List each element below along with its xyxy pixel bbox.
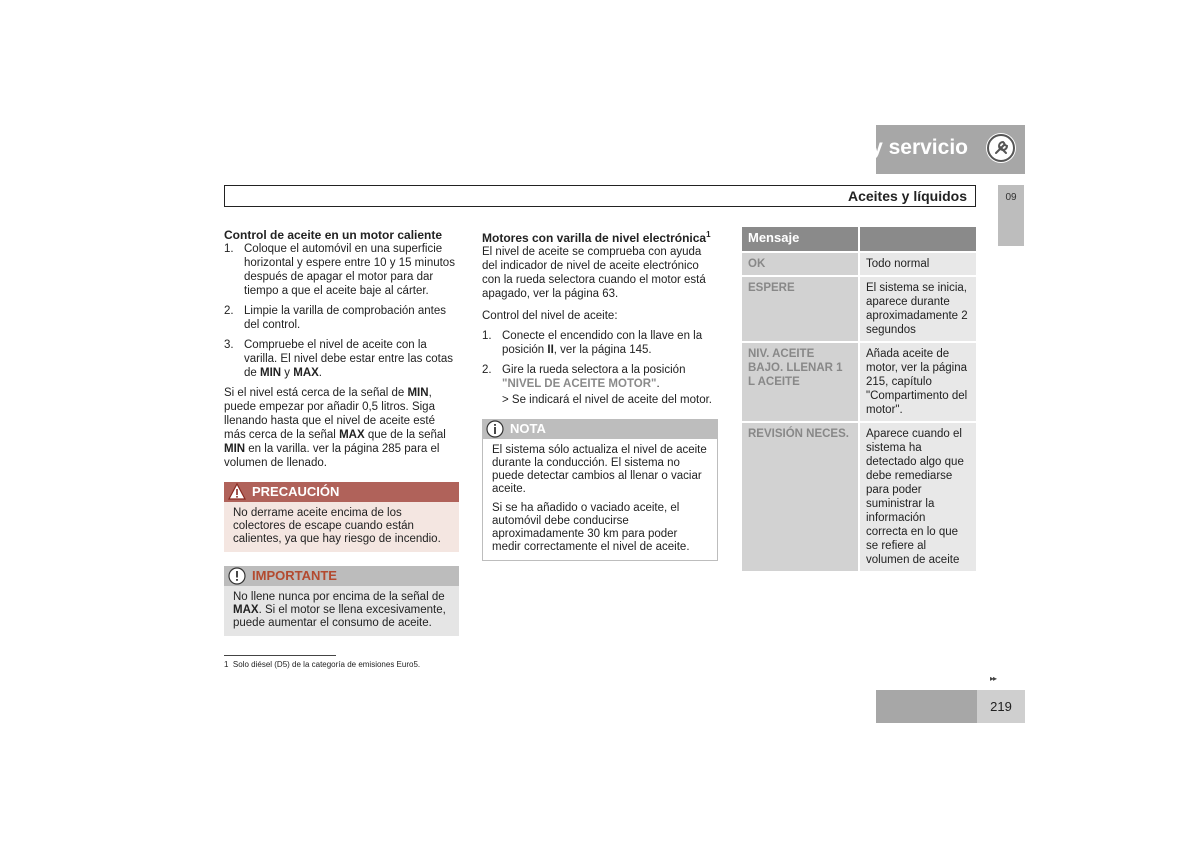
- message-table: [740, 225, 978, 573]
- step-text: Coloque el automóvil en una superficie horizontal y espere entre 10 y 15 minutos después de apagar el motor para dar tiempo a que el aceite baje al cárter.: [244, 243, 455, 297]
- max-mark: MAX: [293, 367, 319, 379]
- warning-title: PRECAUCIÓN: [252, 484, 340, 499]
- table-row: [742, 423, 976, 571]
- col1-paragraph: [224, 386, 459, 470]
- text: , puede empezar por añadir 0,5 litros. Siga llenando hasta que el nivel de aceite esté más cerca de la señal: [224, 387, 435, 441]
- step-text: Compruebe el nivel de aceite con la varilla. El nivel debe estar entre las cotas de: [244, 339, 454, 379]
- step-number: 2.: [482, 364, 492, 376]
- step-text: Limpie la varilla de comprobación antes del control.: [244, 305, 446, 331]
- min-mark: MIN: [224, 443, 246, 455]
- important-text: [224, 586, 459, 636]
- footnote-text: Solo diésel (D5) de la categoría de emisiones Euro5.: [232, 660, 421, 669]
- column-header-description: [860, 227, 976, 251]
- text: . Si el motor se llena excesivamente, puede aumentar el consumo de aceite.: [233, 604, 446, 629]
- step-text: .: [656, 378, 660, 390]
- list-item: [482, 363, 718, 391]
- step-text: , ver la página 145.: [553, 344, 652, 356]
- warning-header: [224, 482, 459, 502]
- message-cell: ESPERE: [742, 277, 858, 341]
- list-item: [224, 304, 459, 332]
- step-text: Gire la rueda selectora a la posición: [502, 364, 686, 376]
- step-number: 2.: [224, 305, 234, 317]
- step-number: 3.: [224, 339, 234, 351]
- list-item: [224, 242, 459, 298]
- warning-box: [224, 482, 459, 552]
- list-item: [482, 329, 718, 357]
- page-number-box: [977, 690, 1025, 723]
- description-cell: Todo normal: [860, 253, 976, 275]
- step-number: 1.: [482, 330, 492, 342]
- info-circle-icon: [486, 420, 504, 438]
- max-mark: MAX: [233, 604, 259, 616]
- table-row: [742, 253, 976, 275]
- important-title: IMPORTANTE: [252, 568, 337, 583]
- table: [740, 225, 978, 573]
- step-number: 1.: [224, 243, 234, 255]
- chapter-tab-label: 09: [1005, 192, 1017, 203]
- step-text: .: [318, 367, 322, 379]
- column-1: [224, 228, 459, 636]
- text: No llene nunca por encima de la señal de: [233, 591, 445, 603]
- col2-steps: [482, 329, 718, 391]
- table-row: [742, 343, 976, 421]
- table-row: [742, 277, 976, 341]
- column-2: [482, 228, 718, 561]
- important-header: [224, 566, 459, 586]
- col2-heading: [482, 228, 718, 245]
- warning-text: No derrame aceite encima de los colectores de escape cuando están calientes, ya que hay riesgo de incendio.: [224, 502, 459, 552]
- col2-intro: El nivel de aceite se comprueba con ayuda del indicador de nivel de aceite electrónico con la rueda selectora cuando el motor está apagado, ver la página 63.: [482, 246, 706, 300]
- wrench-icon: [986, 133, 1016, 163]
- heading-text: Motores con varilla de nivel electrónica: [482, 231, 707, 245]
- step-text: Conecte el encendido con la llave en la posición: [502, 330, 703, 356]
- continue-arrows-icon: ▸▸: [990, 674, 997, 683]
- text: que de la señal: [364, 429, 446, 441]
- important-box: [224, 566, 459, 636]
- message-cell: NIV. ACEITE BAJO. LLENAR 1 L ACEITE: [742, 343, 858, 421]
- chapter-tab: [998, 185, 1024, 246]
- max-mark: MAX: [339, 429, 365, 441]
- min-mark: MIN: [260, 367, 282, 379]
- message-cell: REVISIÓN NECES.: [742, 423, 858, 571]
- column-header-message: Mensaje: [742, 227, 858, 251]
- message-cell: OK: [742, 253, 858, 275]
- col2-control-label: Control del nivel de aceite:: [482, 310, 618, 322]
- display-message: "NIVEL DE ACEITE MOTOR": [502, 378, 657, 390]
- footnote-ref: 1: [706, 230, 711, 239]
- note-paragraph: El sistema sólo actualiza el nivel de aceite durante la conducción. El sistema no puede detectar cambios al llenar o vaciar aceite.: [492, 444, 707, 495]
- table-header-row: [742, 227, 976, 251]
- note-body: [482, 439, 718, 561]
- description-cell: Aparece cuando el sistema ha detectado algo que debe remediarse para poder suministrar la información correcta en lo que se refiere al volumen de aceite: [860, 423, 976, 571]
- step-text: y: [281, 367, 294, 379]
- footnote-divider: [224, 655, 336, 656]
- note-paragraph: Si se ha añadido o vaciado aceite, el automóvil debe conducirse aproximadamente 30 km para poder medir correctamente el nivel de aceite.: [492, 502, 690, 553]
- col1-steps: [224, 242, 459, 380]
- warning-triangle-icon: [228, 483, 246, 501]
- page-number: 219: [990, 699, 1012, 714]
- min-mark: MIN: [407, 387, 429, 399]
- key-position: II: [547, 344, 554, 356]
- list-item: [224, 338, 459, 380]
- exclamation-circle-icon: [228, 567, 246, 585]
- note-title: NOTA: [510, 421, 546, 436]
- text: Si el nivel está cerca de la señal de: [224, 387, 408, 399]
- chapter-title: 09 Mantenimiento y servicio: [687, 136, 968, 159]
- description-cell: Añada aceite de motor, ver la página 215, capítulo "Compartimento del motor".: [860, 343, 976, 421]
- footnote: [224, 660, 420, 669]
- description-cell: El sistema se inicia, aparece durante aproximadamente 2 segundos: [860, 277, 976, 341]
- text: en la varilla. ver la página 285 para el volumen de llenado.: [224, 443, 440, 469]
- note-header: [482, 419, 718, 439]
- note-box: [482, 419, 718, 561]
- section-title: Aceites y líquidos: [847, 188, 967, 204]
- col1-heading: Control de aceite en un motor caliente: [224, 228, 443, 242]
- footnote-number: 1: [224, 660, 229, 669]
- step-result: > Se indicará el nivel de aceite del motor.: [502, 394, 712, 406]
- section-bar: [224, 185, 976, 207]
